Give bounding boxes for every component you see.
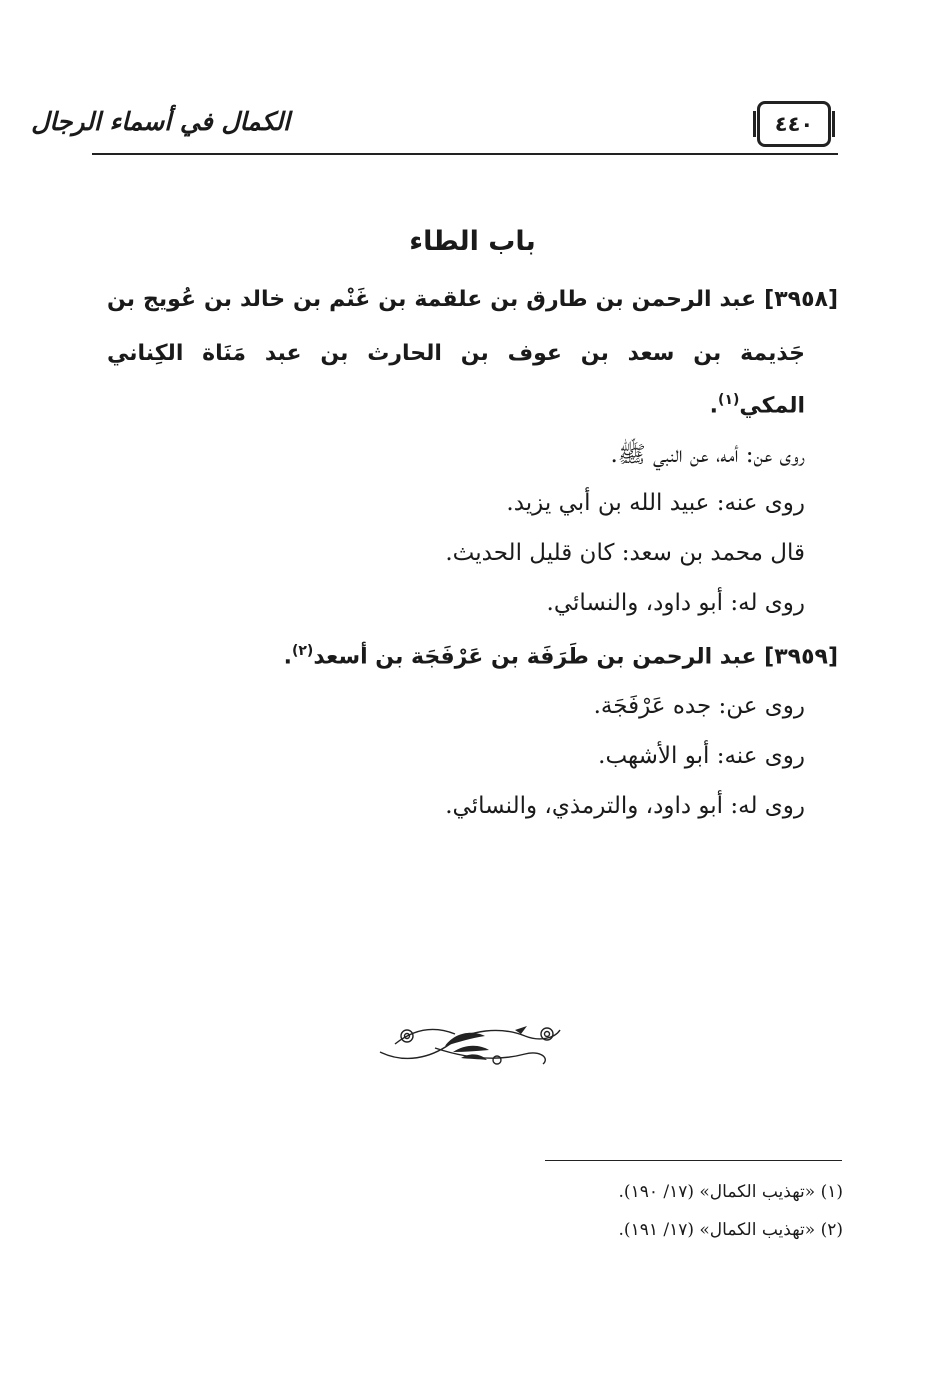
footnote-divider	[545, 1160, 842, 1161]
header-divider	[92, 153, 838, 155]
footnote-2: (٢) «تهذيب الكمال» (١٧/ ١٩١).	[618, 1220, 843, 1240]
entry-3958-heading-end: المكي	[739, 393, 805, 419]
entry-3958-heading-line-1: [٣٩٥٨] عبد الرحمن بن طارق بن علقمة بن غَنْم بن خالد بن عُويج بن	[107, 287, 838, 312]
floral-divider-icon	[375, 1018, 565, 1070]
entry-3958-narrated-for: روى له: أبو داود، والنسائي.	[546, 590, 805, 616]
entry-3959-heading	[284, 643, 838, 669]
entry-3959-narrated-for: روى له: أبو داود، والترمذي، والنسائي.	[445, 793, 805, 819]
book-title: الكمال في أسماء الرجال	[31, 107, 290, 136]
footnote-ref-2: (٢)	[291, 643, 314, 659]
full-stop: .	[283, 644, 292, 670]
entry-3958-narrated-from: روى عن: أمه، عن النبي ﷺ.	[610, 442, 805, 468]
chapter-title: باب الطاء	[409, 226, 536, 257]
entry-3959-heading-text: [٣٩٥٩] عبد الرحمن بن طَرَفَة بن عَرْفَجَة بن أسعد	[313, 644, 838, 670]
entry-3959-narrated-from: روى عن: جده عَرْفَجَة.	[593, 693, 805, 719]
footnote-ref-1: (١)	[718, 392, 740, 408]
full-stop: .	[709, 393, 719, 419]
entry-3958-heading-line-2: جَذيمة بن سعد بن عوف بن الحارث بن عبد مَنَاة الكِناني	[107, 341, 805, 366]
entry-3958-ibn-saad: قال محمد بن سعد: كان قليل الحديث.	[445, 540, 805, 566]
entry-3958-heading-line-3	[710, 392, 805, 418]
entry-3959-narrated-by: روى عنه: أبو الأشهب.	[598, 743, 805, 769]
page-number	[757, 101, 831, 147]
footnote-1: (١) «تهذيب الكمال» (١٧/ ١٩٠).	[618, 1182, 843, 1202]
page-number-text: ٤٤٠	[774, 112, 814, 136]
entry-3958-narrated-by: روى عنه: عبيد الله بن أبي يزيد.	[506, 490, 805, 516]
